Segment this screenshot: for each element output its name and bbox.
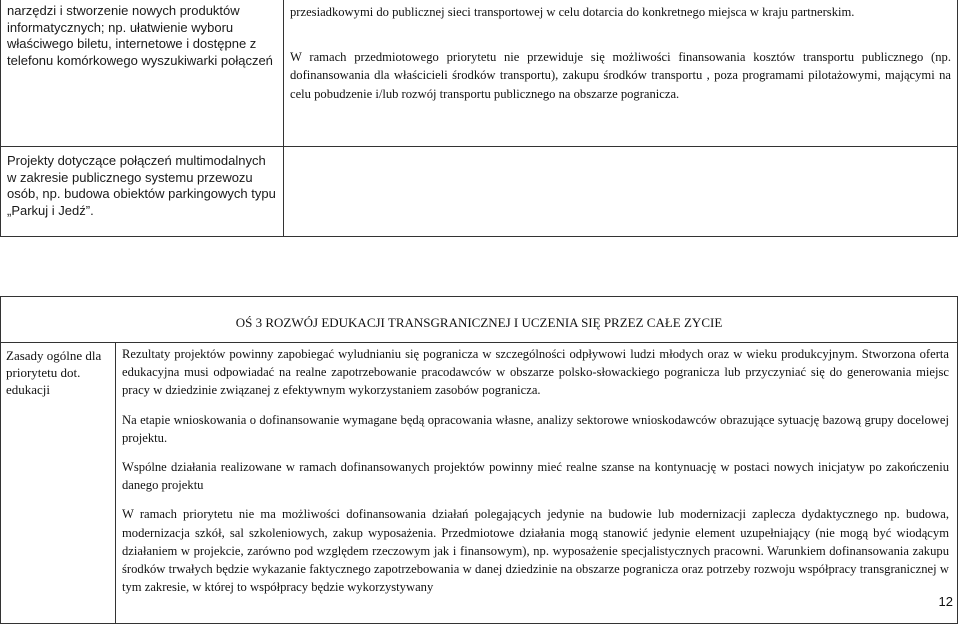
principles-label: Zasady ogólne dla priorytetu dot. edukacji	[6, 348, 102, 397]
principles-paragraph-2: Na etapie wnioskowania o dofinansowanie wymagane będą opracowania własne, analizy sektorowe wnioskodawców obrazujące sytuację bazową grupy docelowej projektu.	[122, 412, 949, 445]
principles-label-cell	[1, 343, 116, 624]
principles-content-cell	[116, 343, 958, 624]
axis-title: OŚ 3 ROZWÓJ EDUKACJI TRANSGRANICZNEJ I UCZENIA SIĘ PRZEZ CAŁE ZYCIE	[235, 315, 723, 330]
axis-title-cell	[1, 297, 958, 343]
top-row2-right-cell	[284, 147, 958, 237]
top-row1-left-text: narzędzi i stworzenie nowych produktów informatycznych; np. ułatwienie wyboru właściwego biletu, internetowe i dostępne z telefonu komórkowego wyszukiwarki połączeń	[7, 3, 273, 68]
top-row1-right-cell	[284, 0, 958, 147]
principles-paragraph-4: W ramach priorytetu nie ma możliwości dofinansowania działań polegających jedynie na budowie lub modernizacji zaplecza dydaktycznego np. budowa, modernizacja szkół, sal szkoleniowych, zakup wyposażenia. Przedmiotowe działania mogą stanowić jedynie element uzupełniający (nie mogą być wiodącym działaniem w projekcie, zarówno pod względem rzeczowym jak i finansowym), np. wyposażenie specjalistycznych pracowni. Warunkiem dofinansowania zakupu środków trwałych będzie wykazanie faktycznego zapotrzebowania w danej dziedzinie na obszarze pogranicza oraz potrzeby rozwoju współpracy transgranicznej w tym zakresie, w której to współpracy będzie wykorzystywany	[122, 507, 949, 595]
page-number: 12	[938, 594, 953, 609]
principles-paragraph-3: Wspólne działania realizowane w ramach dofinansowanych projektów powinny mieć realne szanse na kontynuację w postaci nowych inicjatyw po zakończeniu danego projektu	[122, 460, 949, 493]
top-row2-left-text: Projekty dotyczące połączeń multimodalnych w zakresie publicznego systemu przewozu osób, np. budowa obiektów parkingowych typu „Parkuj i Jedź”.	[7, 153, 276, 218]
bottom-table	[0, 296, 958, 624]
top-table	[0, 0, 958, 237]
principles-paragraph-1: Rezultaty projektów powinny zapobiegać wyludnianiu się pogranicza w szczególności odpływowi ludzi młodych oraz w wieku produkcyjnym. Stworzona oferta edukacyjna musi odpowiadać na realne zapotrzebowanie pracodawców w obszarze polsko-słowackiego pogranicza lub przyczyniać się do generowania miejsc pracy w dziedzinie związanej z efektywnym wykorzystaniem zasobów pogranicza.	[122, 347, 949, 398]
top-row1-right-paragraph-2: W ramach przedmiotowego priorytetu nie przewiduje się możliwości finansowania kosztów transportu publicznego (np. dofinansowania dla właścicieli środków transportu), zakupu środków transportu , poza programami pilotażowymi, mającymi na celu pobudzenie i/lub rozwój transportu publicznego na obszarze pogranicza.	[290, 50, 951, 101]
top-row2-left-cell	[1, 147, 284, 237]
top-row1-left-cell	[1, 0, 284, 147]
top-row1-right-paragraph-1: przesiadkowymi do publicznej sieci transportowej w celu dotarcia do konkretnego miejsca w kraju partnerskim.	[290, 5, 855, 19]
